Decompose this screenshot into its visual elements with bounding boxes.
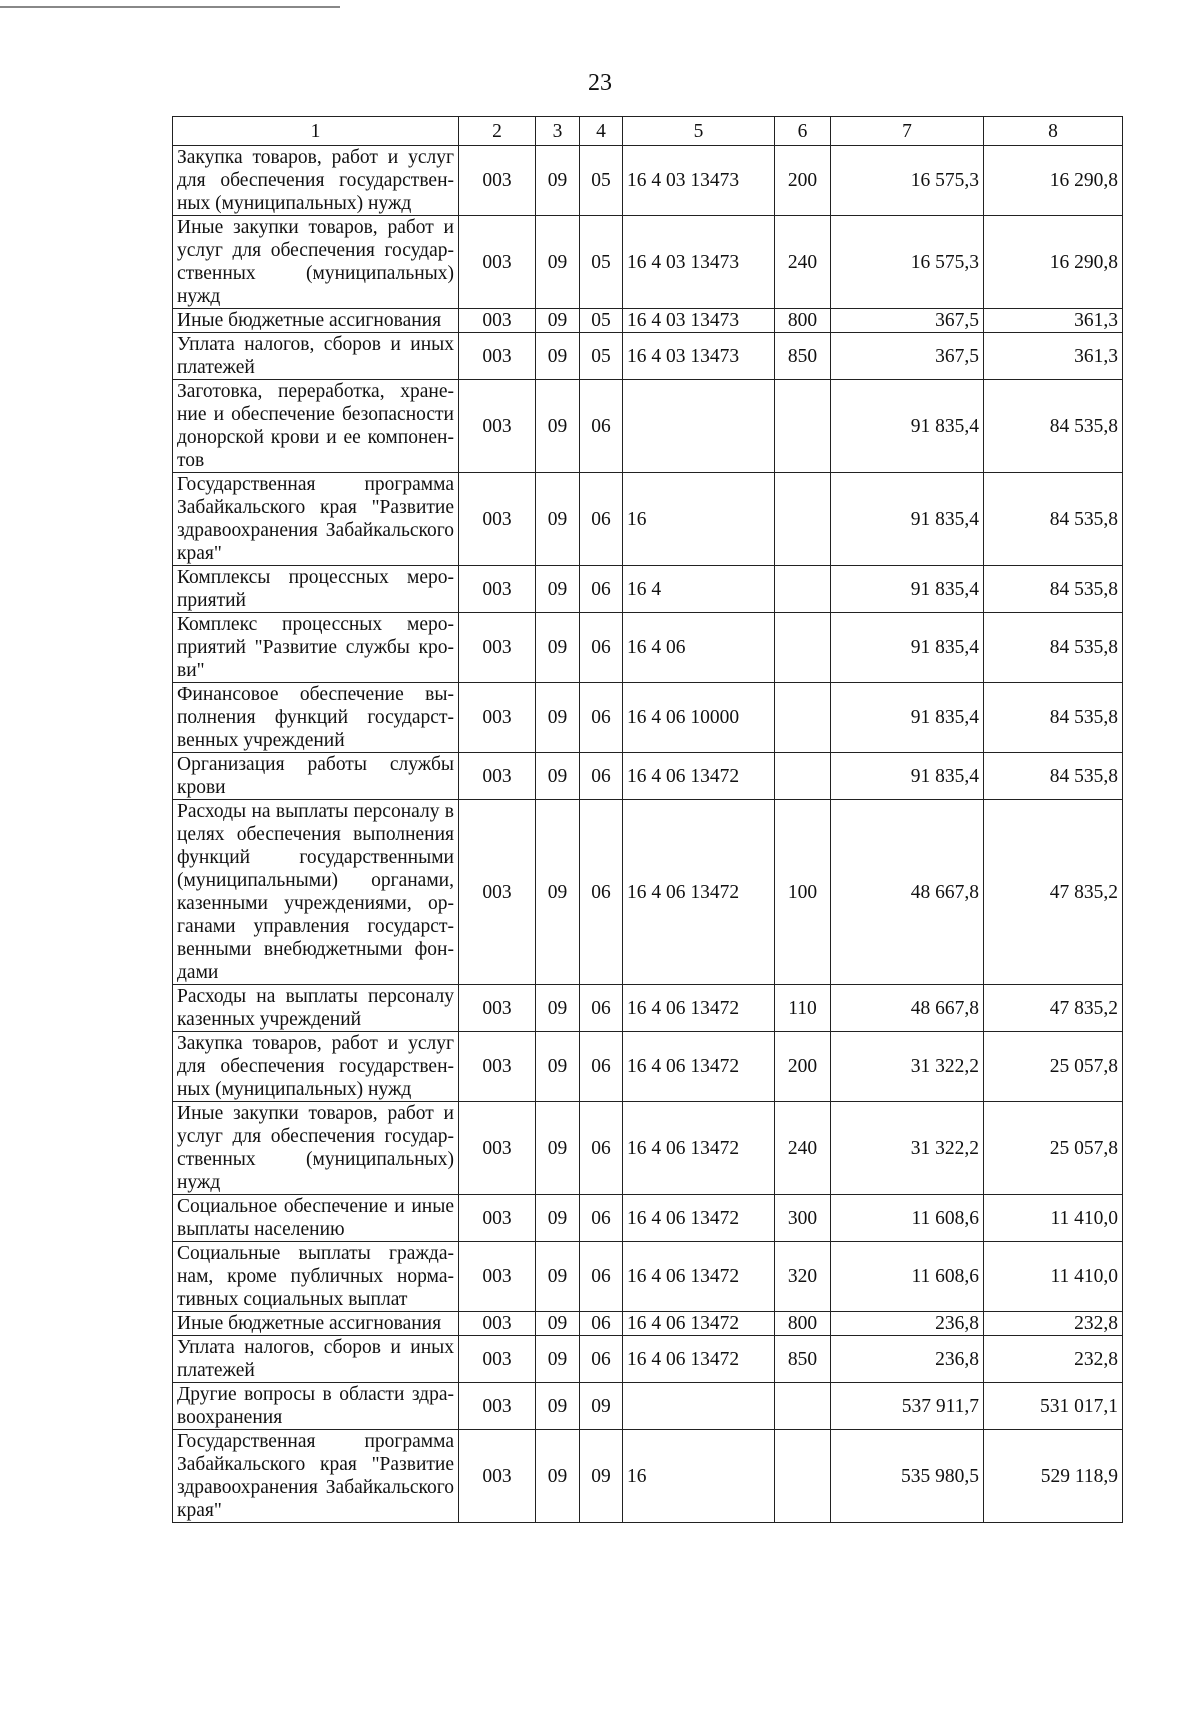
target-article-code: 16 4 03 13473 (623, 333, 775, 380)
amount-col-7: 367,5 (831, 309, 984, 333)
item-name: Государственная программа Забайкальского края "Развитие здравоохранения Забайкальского края" (173, 1430, 459, 1523)
item-name: Иные бюджетные ассигнования (173, 1312, 459, 1336)
expense-type-code: 800 (775, 309, 831, 333)
expense-type-code: 300 (775, 1195, 831, 1242)
item-name: Государственная программа Забайкальского края "Развитие здравоохранения Забайкальского края" (173, 473, 459, 566)
column-header: 6 (775, 117, 831, 146)
column-header: 3 (536, 117, 580, 146)
table-row (173, 1336, 1123, 1383)
expense-type-code (775, 1383, 831, 1430)
amount-col-8: 16 290,8 (984, 216, 1123, 309)
target-article-code: 16 4 03 13473 (623, 146, 775, 216)
amount-col-7: 31 322,2 (831, 1032, 984, 1102)
target-article-code: 16 4 06 13472 (623, 800, 775, 985)
target-article-code: 16 4 06 13472 (623, 985, 775, 1032)
target-article-code: 16 4 06 13472 (623, 1032, 775, 1102)
budget-table (172, 116, 1123, 1523)
target-article-code: 16 4 06 13472 (623, 1312, 775, 1336)
item-name: Расходы на выплаты персоналу в целях обеспечения выполнения функций государственными (муниципальными) органами, казенными учреждениями, органами управления государственными внебюджетными фондами (173, 800, 459, 985)
item-name: Комплексы процессных мероприятий (173, 566, 459, 613)
item-name: Расходы на выплаты персоналу казенных учреждений (173, 985, 459, 1032)
expense-type-code: 320 (775, 1242, 831, 1312)
section-code: 09 (536, 566, 580, 613)
subsection-code: 06 (580, 1242, 623, 1312)
table-row (173, 1032, 1123, 1102)
item-name: Уплата налогов, сборов и иных платежей (173, 333, 459, 380)
section-code: 09 (536, 380, 580, 473)
subsection-code: 06 (580, 1312, 623, 1336)
expense-type-code (775, 683, 831, 753)
item-name: Уплата налогов, сборов и иных платежей (173, 1336, 459, 1383)
target-article-code: 16 4 06 10000 (623, 683, 775, 753)
item-name: Финансовое обеспечение выполнения функций государственных учреждений (173, 683, 459, 753)
table-row (173, 1430, 1123, 1523)
expense-type-code (775, 566, 831, 613)
target-article-code: 16 4 06 13472 (623, 1195, 775, 1242)
target-article-code: 16 4 06 13472 (623, 1242, 775, 1312)
item-name: Комплекс процессных мероприятий "Развитие службы крови" (173, 613, 459, 683)
subsection-code: 09 (580, 1430, 623, 1523)
subsection-code: 06 (580, 683, 623, 753)
expense-type-code: 240 (775, 216, 831, 309)
amount-col-8: 25 057,8 (984, 1032, 1123, 1102)
table-row (173, 216, 1123, 309)
expense-type-code: 100 (775, 800, 831, 985)
target-article-code: 16 4 03 13473 (623, 309, 775, 333)
amount-col-8: 361,3 (984, 333, 1123, 380)
section-code: 09 (536, 216, 580, 309)
item-name: Закупка товаров, работ и услуг для обеспечения государственных (муниципальных) нужд (173, 146, 459, 216)
subsection-code: 05 (580, 146, 623, 216)
column-header: 2 (459, 117, 536, 146)
amount-col-7: 537 911,7 (831, 1383, 984, 1430)
amount-col-7: 91 835,4 (831, 380, 984, 473)
section-code: 09 (536, 473, 580, 566)
amount-col-7: 236,8 (831, 1336, 984, 1383)
ministry-code: 003 (459, 1195, 536, 1242)
amount-col-7: 236,8 (831, 1312, 984, 1336)
section-code: 09 (536, 1383, 580, 1430)
ministry-code: 003 (459, 146, 536, 216)
target-article-code: 16 4 06 13472 (623, 753, 775, 800)
amount-col-7: 91 835,4 (831, 473, 984, 566)
ministry-code: 003 (459, 1102, 536, 1195)
header-row (173, 117, 1123, 146)
target-article-code: 16 4 06 13472 (623, 1336, 775, 1383)
ministry-code: 003 (459, 1383, 536, 1430)
section-code: 09 (536, 1336, 580, 1383)
subsection-code: 06 (580, 1195, 623, 1242)
expense-type-code: 240 (775, 1102, 831, 1195)
item-name: Иные закупки товаров, работ и услуг для обеспечения государственных (муниципальных) нужд (173, 1102, 459, 1195)
table-row (173, 380, 1123, 473)
amount-col-8: 84 535,8 (984, 683, 1123, 753)
amount-col-7: 535 980,5 (831, 1430, 984, 1523)
amount-col-8: 232,8 (984, 1336, 1123, 1383)
amount-col-7: 367,5 (831, 333, 984, 380)
section-code: 09 (536, 333, 580, 380)
item-name: Социальные выплаты гражданам, кроме публичных нормативных социальных выплат (173, 1242, 459, 1312)
amount-col-8: 531 017,1 (984, 1383, 1123, 1430)
target-article-code: 16 (623, 1430, 775, 1523)
expense-type-code: 800 (775, 1312, 831, 1336)
section-code: 09 (536, 309, 580, 333)
ministry-code: 003 (459, 985, 536, 1032)
ministry-code: 003 (459, 1032, 536, 1102)
amount-col-8: 11 410,0 (984, 1242, 1123, 1312)
ministry-code: 003 (459, 380, 536, 473)
section-code: 09 (536, 1195, 580, 1242)
table-row (173, 753, 1123, 800)
section-code: 09 (536, 753, 580, 800)
ministry-code: 003 (459, 1430, 536, 1523)
table-row (173, 309, 1123, 333)
amount-col-7: 16 575,3 (831, 216, 984, 309)
target-article-code: 16 4 06 13472 (623, 1102, 775, 1195)
expense-type-code (775, 473, 831, 566)
section-code: 09 (536, 613, 580, 683)
amount-col-8: 84 535,8 (984, 566, 1123, 613)
amount-col-8: 84 535,8 (984, 380, 1123, 473)
item-name: Закупка товаров, работ и услуг для обеспечения государственных (муниципальных) нужд (173, 1032, 459, 1102)
subsection-code: 06 (580, 613, 623, 683)
table-row (173, 1242, 1123, 1312)
subsection-code: 06 (580, 566, 623, 613)
ministry-code: 003 (459, 1336, 536, 1383)
item-name: Иные закупки товаров, работ и услуг для обеспечения государственных (муниципальных) нужд (173, 216, 459, 309)
subsection-code: 06 (580, 1102, 623, 1195)
ministry-code: 003 (459, 309, 536, 333)
scan-top-rule (0, 6, 340, 8)
ministry-code: 003 (459, 1312, 536, 1336)
expense-type-code: 200 (775, 1032, 831, 1102)
table-row (173, 146, 1123, 216)
ministry-code: 003 (459, 333, 536, 380)
subsection-code: 09 (580, 1383, 623, 1430)
amount-col-8: 361,3 (984, 309, 1123, 333)
subsection-code: 05 (580, 333, 623, 380)
amount-col-8: 16 290,8 (984, 146, 1123, 216)
section-code: 09 (536, 985, 580, 1032)
amount-col-8: 84 535,8 (984, 753, 1123, 800)
ministry-code: 003 (459, 566, 536, 613)
table-row (173, 1383, 1123, 1430)
item-name: Организация работы службы крови (173, 753, 459, 800)
amount-col-8: 84 535,8 (984, 473, 1123, 566)
table-body (173, 146, 1123, 1523)
table-row (173, 1312, 1123, 1336)
table-row (173, 800, 1123, 985)
table-row (173, 1102, 1123, 1195)
target-article-code: 16 4 03 13473 (623, 216, 775, 309)
subsection-code: 06 (580, 380, 623, 473)
amount-col-7: 48 667,8 (831, 985, 984, 1032)
page-number: 23 (588, 70, 612, 96)
section-code: 09 (536, 1102, 580, 1195)
column-header: 4 (580, 117, 623, 146)
section-code: 09 (536, 1312, 580, 1336)
amount-col-7: 16 575,3 (831, 146, 984, 216)
ministry-code: 003 (459, 216, 536, 309)
column-header: 5 (623, 117, 775, 146)
table-row (173, 566, 1123, 613)
item-name: Другие вопросы в области здравоохранения (173, 1383, 459, 1430)
column-header: 8 (984, 117, 1123, 146)
column-header: 1 (173, 117, 459, 146)
expense-type-code (775, 753, 831, 800)
section-code: 09 (536, 1032, 580, 1102)
expense-type-code: 200 (775, 146, 831, 216)
item-name: Иные бюджетные ассигнования (173, 309, 459, 333)
target-article-code: 16 4 (623, 566, 775, 613)
amount-col-7: 91 835,4 (831, 753, 984, 800)
section-code: 09 (536, 1430, 580, 1523)
subsection-code: 05 (580, 309, 623, 333)
expense-type-code (775, 380, 831, 473)
target-article-code (623, 1383, 775, 1430)
section-code: 09 (536, 800, 580, 985)
subsection-code: 06 (580, 473, 623, 566)
ministry-code: 003 (459, 800, 536, 985)
amount-col-8: 529 118,9 (984, 1430, 1123, 1523)
table-row (173, 613, 1123, 683)
subsection-code: 06 (580, 985, 623, 1032)
amount-col-8: 47 835,2 (984, 800, 1123, 985)
expense-type-code: 110 (775, 985, 831, 1032)
ministry-code: 003 (459, 753, 536, 800)
expense-type-code (775, 1430, 831, 1523)
table-row (173, 1195, 1123, 1242)
amount-col-8: 47 835,2 (984, 985, 1123, 1032)
section-code: 09 (536, 1242, 580, 1312)
section-code: 09 (536, 146, 580, 216)
subsection-code: 06 (580, 800, 623, 985)
amount-col-7: 91 835,4 (831, 613, 984, 683)
amount-col-7: 91 835,4 (831, 566, 984, 613)
column-header: 7 (831, 117, 984, 146)
ministry-code: 003 (459, 683, 536, 753)
expense-type-code: 850 (775, 333, 831, 380)
ministry-code: 003 (459, 1242, 536, 1312)
amount-col-7: 48 667,8 (831, 800, 984, 985)
target-article-code: 16 4 06 (623, 613, 775, 683)
amount-col-8: 11 410,0 (984, 1195, 1123, 1242)
table-row (173, 333, 1123, 380)
amount-col-8: 25 057,8 (984, 1102, 1123, 1195)
amount-col-7: 31 322,2 (831, 1102, 984, 1195)
amount-col-7: 91 835,4 (831, 683, 984, 753)
subsection-code: 06 (580, 753, 623, 800)
ministry-code: 003 (459, 613, 536, 683)
table-row (173, 985, 1123, 1032)
subsection-code: 05 (580, 216, 623, 309)
ministry-code: 003 (459, 473, 536, 566)
target-article-code: 16 (623, 473, 775, 566)
expense-type-code: 850 (775, 1336, 831, 1383)
item-name: Социальное обеспечение и иные выплаты населению (173, 1195, 459, 1242)
section-code: 09 (536, 683, 580, 753)
amount-col-7: 11 608,6 (831, 1195, 984, 1242)
item-name: Заготовка, переработка, хранение и обеспечение безопасности донорской крови и ее компонентов (173, 380, 459, 473)
amount-col-7: 11 608,6 (831, 1242, 984, 1312)
table-row (173, 683, 1123, 753)
expense-type-code (775, 613, 831, 683)
table-row (173, 473, 1123, 566)
target-article-code (623, 380, 775, 473)
subsection-code: 06 (580, 1336, 623, 1383)
amount-col-8: 232,8 (984, 1312, 1123, 1336)
subsection-code: 06 (580, 1032, 623, 1102)
amount-col-8: 84 535,8 (984, 613, 1123, 683)
